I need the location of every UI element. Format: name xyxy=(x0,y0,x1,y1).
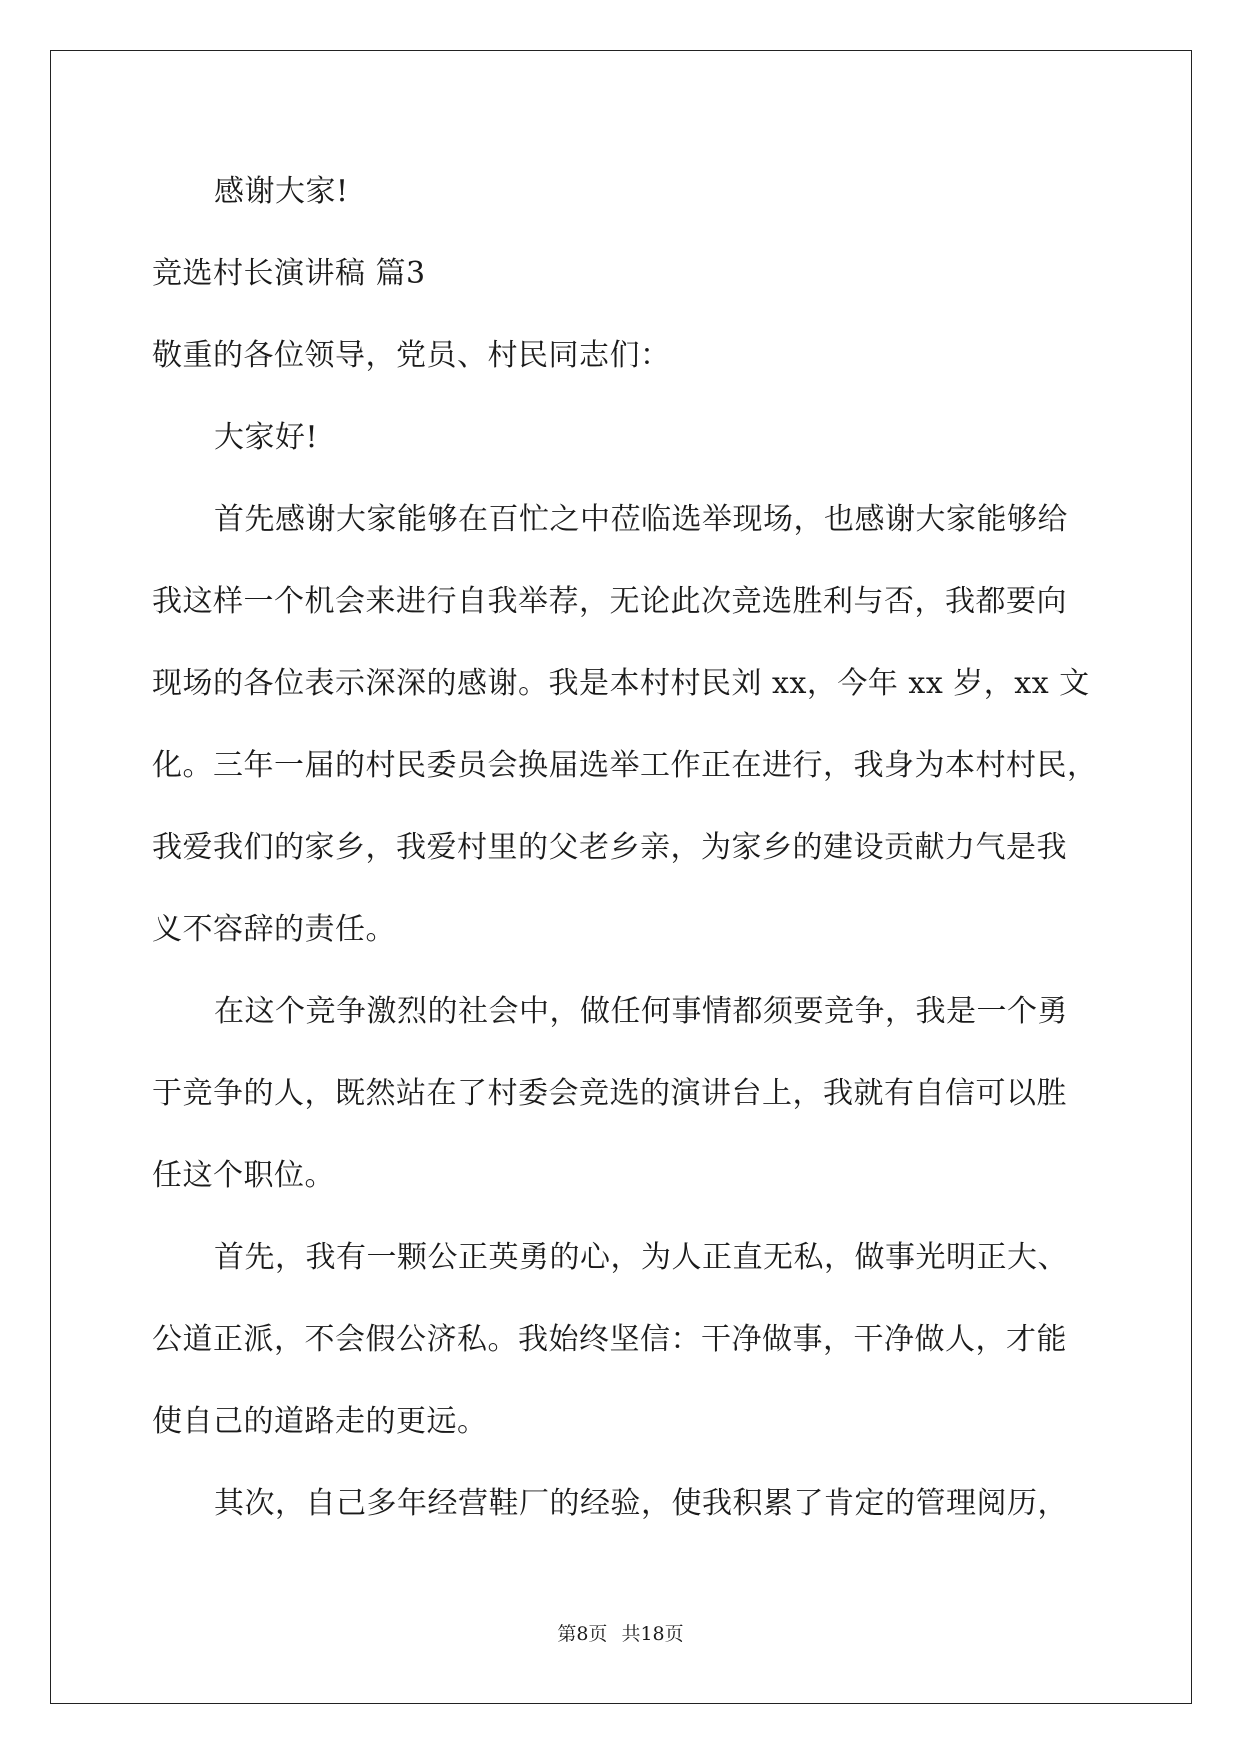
text-line: 化。三年一届的村民委员会换届选举工作正在进行，我身为本村村民， xyxy=(152,748,1098,783)
closing-line: 感谢大家! xyxy=(214,174,349,209)
text-line: 首先，我有一颗公正英勇的心，为人正直无私，做事光明正大、 xyxy=(214,1240,1068,1275)
text-line: 于竞争的人，既然站在了村委会竞选的演讲台上，我就有自信可以胜 xyxy=(152,1076,1067,1111)
text-line: 在这个竞争激烈的社会中，做任何事情都须要竞争，我是一个勇 xyxy=(214,994,1068,1029)
text-line: 我这样一个机会来进行自我举荐，无论此次竞选胜利与否，我都要向 xyxy=(152,584,1067,619)
text-line: 现场的各位表示深深的感谢。我是本村村民刘 xx，今年 xx 岁，xx 文 xyxy=(152,666,1090,701)
section-heading: 竞选村长演讲稿 篇3 xyxy=(152,256,426,291)
text-line: 我爱我们的家乡，我爱村里的父老乡亲，为家乡的建设贡献力气是我 xyxy=(152,830,1067,865)
text-line: 任这个职位。 xyxy=(152,1158,335,1193)
greeting-line: 大家好! xyxy=(214,420,319,455)
text-line: 义不容辞的责任。 xyxy=(152,912,396,947)
text-line: 其次，自己多年经营鞋厂的经验，使我积累了肯定的管理阅历， xyxy=(214,1486,1068,1521)
page-number: 第8页 xyxy=(557,1623,608,1645)
text-line: 公道正派，不会假公济私。我始终坚信：干净做事，干净做人，才能 xyxy=(152,1322,1067,1357)
page-total: 共18页 xyxy=(621,1623,684,1645)
salutation-line: 敬重的各位领导，党员、村民同志们： xyxy=(152,338,671,373)
text-line: 首先感谢大家能够在百忙之中莅临选举现场，也感谢大家能够给 xyxy=(214,502,1068,537)
text-line: 使自己的道路走的更远。 xyxy=(152,1404,488,1439)
page-border xyxy=(50,50,1192,1704)
page-footer xyxy=(0,1622,1241,1646)
